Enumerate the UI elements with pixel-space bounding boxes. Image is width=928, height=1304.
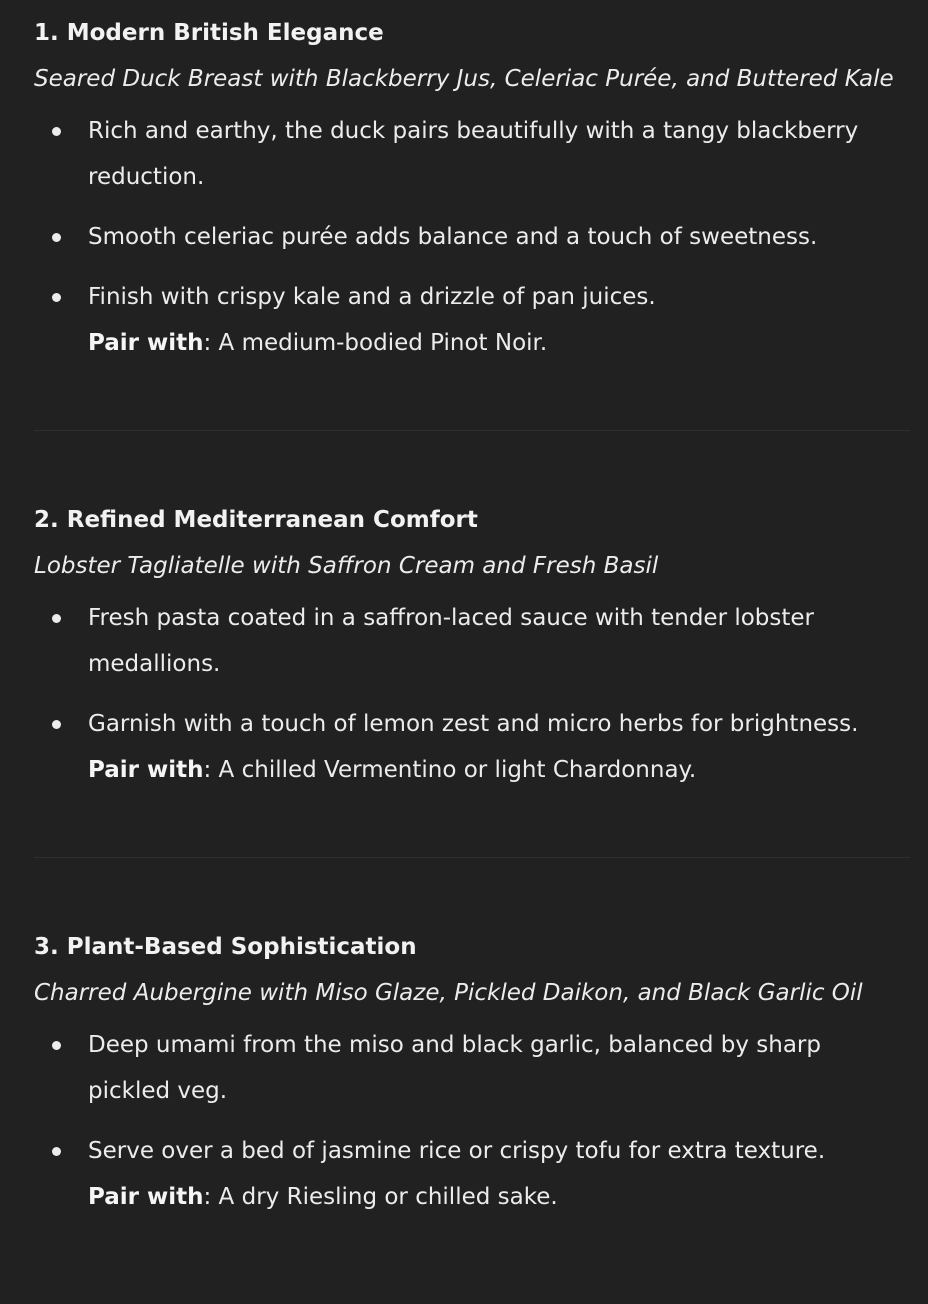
list-item (34, 595, 910, 687)
chat-message-content (34, 18, 910, 1220)
list-item (34, 274, 910, 320)
list-item-text: Serve over a bed of jasmine rice or crispy tofu for extra texture. (88, 1138, 826, 1164)
section-divider (34, 857, 910, 858)
list-item-text: Smooth celeriac purée adds balance and a touch of sweetness. (88, 224, 818, 250)
section-heading: 3. Plant-Based Sophistication (34, 934, 417, 960)
pairing-text: : A dry Riesling or chilled sake. (203, 1184, 558, 1210)
menu-section-2 (34, 505, 910, 793)
list-item-text: Rich and earthy, the duck pairs beautifully with a tangy blackberry reduction. (88, 118, 859, 190)
dish-title: Charred Aubergine with Miso Glaze, Pickled Daikon, and Black Garlic Oil (34, 980, 863, 1006)
menu-section-1 (34, 18, 910, 366)
pairing-label: Pair with (88, 1184, 204, 1210)
bullet-icon (52, 127, 61, 136)
bullet-icon (52, 1041, 61, 1050)
list-item (34, 1128, 910, 1174)
section-heading: 1. Modern British Elegance (34, 20, 384, 46)
menu-section-3 (34, 932, 910, 1220)
pairing-note (34, 1174, 910, 1220)
bullet-list (34, 1022, 910, 1174)
pairing-text: : A chilled Vermentino or light Chardonnay. (203, 757, 697, 783)
bullet-icon (52, 1147, 61, 1156)
list-item (34, 214, 910, 260)
bullet-icon (52, 614, 61, 623)
list-item (34, 108, 910, 200)
dish-title: Seared Duck Breast with Blackberry Jus, Celeriac Purée, and Buttered Kale (34, 66, 894, 92)
bullet-list (34, 108, 910, 320)
list-item-text: Finish with crispy kale and a drizzle of pan juices. (88, 284, 656, 310)
pairing-note (34, 320, 910, 366)
bullet-list (34, 595, 910, 747)
bullet-icon (52, 233, 61, 242)
pairing-label: Pair with (88, 330, 204, 356)
pairing-text: : A medium-bodied Pinot Noir. (203, 330, 548, 356)
dish-title: Lobster Tagliatelle with Saffron Cream and Fresh Basil (34, 553, 659, 579)
list-item-text: Garnish with a touch of lemon zest and micro herbs for brightness. (88, 711, 859, 737)
bullet-icon (52, 293, 61, 302)
section-heading: 2. Refined Mediterranean Comfort (34, 507, 478, 533)
list-item-text: Deep umami from the miso and black garlic, balanced by sharp pickled veg. (88, 1032, 821, 1104)
pairing-label: Pair with (88, 757, 204, 783)
list-item (34, 701, 910, 747)
pairing-note (34, 747, 910, 793)
list-item-text: Fresh pasta coated in a saffron-laced sauce with tender lobster medallions. (88, 605, 815, 677)
section-divider (34, 430, 910, 431)
list-item (34, 1022, 910, 1114)
bullet-icon (52, 720, 61, 729)
